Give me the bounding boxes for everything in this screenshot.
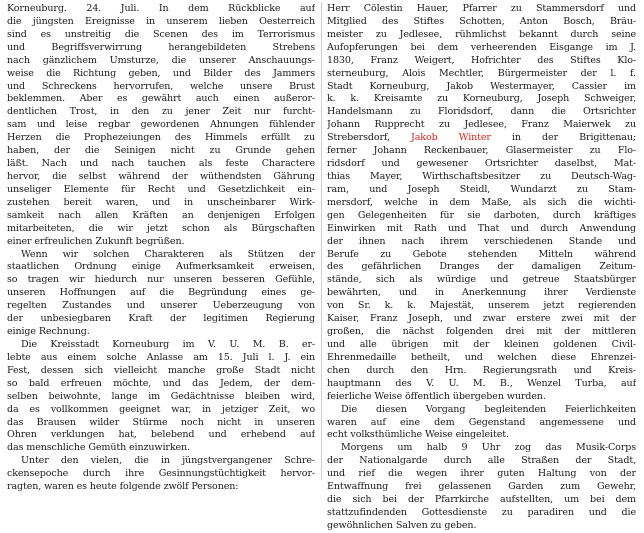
text-line: echt volksthümliche Weise eingeleitet. [327,429,509,441]
text-line: waren auf eine dem Gegenstand angemessene und [327,416,636,428]
text-line: hervor, die selbst während der wüthendsten Gährung [7,170,315,182]
text-fragment: Strebersdorf, [327,132,412,144]
text-line: stände, sich als würdige und getreue Staatsbürger [327,274,636,286]
text-line: unseliger Elemente für Recht und Gesetzlichkeit ein- [7,183,315,195]
text-line: stattzufindenden Gottesdienste zu paradiren und die [327,506,636,518]
text-line: Handelsmann zu Floridsdorf, dann die Ortsrichter [327,106,636,118]
text-line: Herr Cölestin Hauer, Pfarrer zu Stammersdorf und [327,3,636,14]
text-line: Korneuburg. 24. Juli. In dem Rückblicke auf [7,3,315,14]
highlighted-name: Jakob Winter [411,132,491,144]
text-line: staatlichen Ordnung einige Aufmerksamkeit erweisen, [7,261,315,273]
text-line: die jüngsten Ereignisse in unserem lieben Oesterreich [7,15,315,27]
text-line: Aufopferungen bei dem verheerenden Eisgange im J. [327,41,636,53]
text-line: des gefährlichen Dranges der damaligen Zeitum- [327,261,636,273]
text-line: Johann Rupprecht zu Jedlesee, Franz Maierwek zu [327,119,636,131]
text-line: der unbesiegbaren Kraft der legitimen Regierung [7,313,315,325]
text-line: großen, die nächst folgenden drei mit der mittleren [327,326,636,338]
text-line: gewöhnlichen Salven zu geben. [327,519,477,531]
text-line: ridsdorf und gewesener Ortsrichter daselbst, Mat- [327,158,636,170]
text-line: chen durch den Hrn. Regierungsrath und Kreis- [327,364,636,376]
text-line: bewährten, und in Anerkennung ihrer Verdienste [327,287,636,299]
text-line: einige Rechnung. [7,326,90,338]
text-line: sind es unstreitig die Scenen des im Terrorismus [7,28,315,40]
text-line: sterneuburg, Alois Mechtler, Bürgermeister der l. f. [327,67,636,79]
text-line: Die Kreisstadt Korneuburg im V. U. M. B. er- [21,338,315,350]
text-line: und rief die wegen ihrer guten Haltung von der [327,468,636,480]
text-line: Ohren verklungen hat, belebend und erhebend auf [7,429,315,441]
text-line: Morgens um halb 9 Uhr zog das Musik-Corps [341,442,636,454]
text-line: unseren Hoffnungen auf die Begründung eines ge- [7,287,315,299]
article-column-left [7,3,315,494]
text-fragment: in der Brigittenau; [490,132,636,144]
text-line: k. k. Kreisamte zu Korneuburg, Joseph Schweiger, [327,93,636,105]
text-line: Kaiser, Franz Joseph, und zwar erstere zwei mit der [327,313,636,325]
text-line: mersdorf, welche in dem Maße, als sich die wichti- [327,196,636,208]
text-line: sam und leise regbar gewordenen Ahnungen fühlender [7,119,315,131]
text-line: ferner Johann Reckenbauer, Glasermeister zu Flo- [327,145,636,157]
text-line: Unter den vielen, die in jüngstvergangener Schre- [21,455,315,467]
text-line: Wenn wir solchen Charakteren als Stützen der [21,248,315,260]
text-line: und Begriffsverwirrung herangebildeten Strebens [7,41,315,53]
text-line: mitarbeiteten, die wir jetzt schon als Bürgschaften [7,222,315,234]
column-divider [321,2,322,480]
text-line: Mitglied des Stiftes Schotten, Anton Bosch, Bräu- [327,15,636,27]
text-line: die sich bei der Pfarrkirche aufstellten, um bei dem [327,494,636,506]
text-line: Entwaffnung frei gelassenen Garden zum Gewehr, [327,481,636,493]
text-line: und Schreckens hervorrufen, welche unsere Brust [7,80,315,92]
text-line: Die diesen Vorgang begleitenden Feierlichkeiten [341,403,636,415]
text-line: beklemmen. Aber es gewährt auch einen außeror- [7,93,315,105]
text-line: ckensepoche durch ihre Gesinnungstüchtigkeit hervor- [7,468,315,480]
text-line: läßt. Nach und nach tauchen als feste Charactere [7,158,315,170]
text-line: haben, der die Seinigen nicht zu Grunde gehen [7,145,315,157]
text-line [327,132,636,145]
text-line: selben beiwohnte, lange im Gedächtnisse bleiben wird, [7,390,315,402]
text-line: Fest, dessen sich vielleicht manche große Stadt nicht [7,364,315,376]
text-line: und alle übrigen mit der kleinen goldenen Civil- [327,338,636,350]
text-line: samkeit nach allen Kräften an denjenigen Erfolgen [7,209,315,221]
text-line: zustehen bereit waren, und in unscheinbarer Wirk- [7,196,315,208]
text-line: gen Gelegenheiten für sie darboten, durch kräftiges [327,209,636,221]
text-line: einer erfreulichen Zukunft begrüßen. [7,235,185,247]
text-line: der ihnen nach ihrem verschiedenen Stande und [327,235,636,247]
text-line: meister zu Jedlesee, rühmlichst bekannt durch seine [327,28,636,40]
text-line: so tragen wir hiedurch nur unseren besseren Gefühle, [7,274,315,286]
text-line: von Sr. k. k. Majestät, unserem jetzt regierenden [327,300,636,312]
text-line: ram, und Joseph Steidl, Wundarzt zu Stam- [327,183,636,195]
article-column-right [327,3,636,533]
text-line: das menschliche Gemüth einzuwirken. [7,442,191,454]
text-line: Stadt Korneuburg, Jakob Westermayer, Cassier im [327,80,636,92]
text-line: Herzen die Prophezeiungen des Himmels erfüllt zu [7,132,315,144]
text-line: feierliche Weise öffentlich übergeben wurden. [327,390,546,402]
text-line: so bald erfreuen möchte, und das Jedem, der dem- [7,377,315,389]
text-line: lebte aus einem solche Anlasse am 15. Juli l. J. ein [7,351,315,363]
text-line: weise die Richtung geben, und Bilder des Jammers [7,67,315,79]
text-line: Berufe zu Gebote stehenden Mitteln während [327,248,636,260]
text-line: ragten, waren es heute folgende zwölf Personen: [7,481,239,493]
text-line: nach gänzlichem Umsturze, die unserer Anschauungs- [7,54,315,66]
text-line: Ehrenmedaille betheilt, und welchen diese Ehrenzei- [327,351,636,363]
text-line: das Brausen wilder Stürme noch nicht in unseren [7,416,315,428]
text-line: dentlichen Trost, in den zu jener Zeit nur furcht- [7,106,315,118]
text-line: hauptmann des V. U. M. B., Wenzel Turba, auf [327,377,636,389]
text-line: regelten Zustandes und unserer Ueberzeugung von [7,300,315,312]
text-line: thias Mayer, Wirthschaftsbesitzer zu Deutsch-Wag- [327,170,636,182]
text-line: da es vollkommen geeignet war, in jetziger Zeit, wo [7,403,315,415]
text-line: der Nationalgarde durch alle Straßen der Stadt, [327,455,636,467]
text-line: Einwirken mit Rath und That und durch Anwendung [327,222,636,234]
text-line: 1830, Franz Weigert, Hofrichter des Stiftes Klo- [327,54,636,66]
